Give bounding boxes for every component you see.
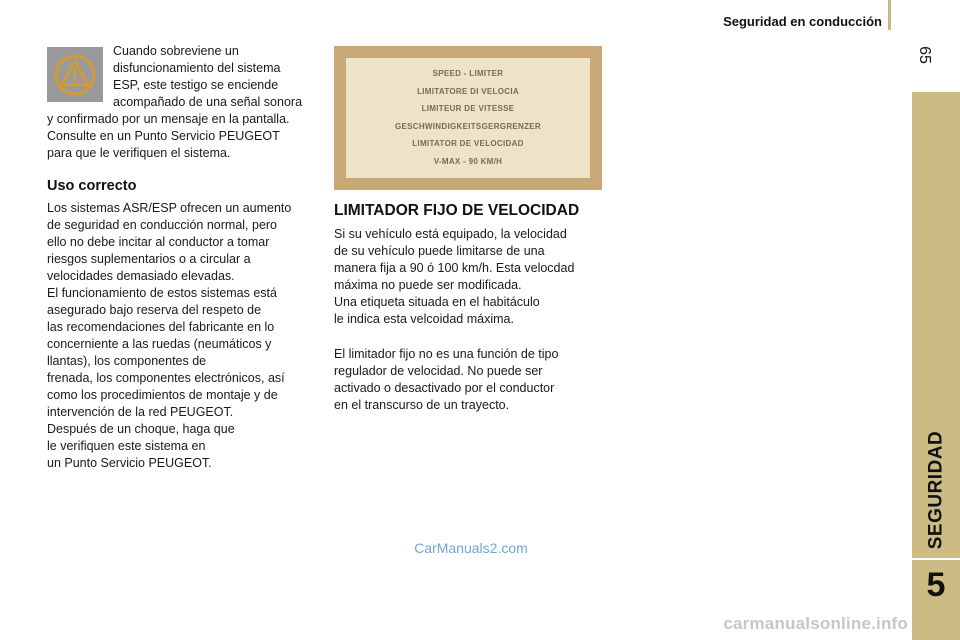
watermark-carmanualsonline: carmanualsonline.info: [723, 614, 908, 633]
esp-intro-text: Cuando sobreviene un disfuncionamiento del sistema ESP, este testigo se enciende acompañado de una señal sonora: [113, 44, 303, 109]
speed-limiter-label: [346, 58, 590, 178]
label-line: LIMITATORE DI VELOCIA: [417, 86, 519, 96]
label-line: GESCHWINDIGKEITSGERGRENZER: [394, 121, 542, 131]
limitador-paragraph-2: El limitador fijo no es una función de tipo regulador de velocidad. No puede ser activado o desactivado por el conductor en el transcurso de un trayecto.: [334, 347, 559, 412]
page-number: 65: [916, 46, 933, 64]
label-line: V-MAX - 90 KM/H: [433, 156, 503, 166]
label-line: LIMITATOR DE VELOCIDAD: [412, 139, 524, 149]
chapter-number: 5: [926, 566, 946, 604]
esp-intro-continued: y confirmado por un mensaje en la pantalla. Consulte en un Punto Servicio PEUGEOT para que le verifiquen el sistema.: [47, 112, 290, 160]
page-header-title: Seguridad en conducción: [723, 14, 882, 29]
section-heading-limitador: LIMITADOR FIJO DE VELOCIDAD: [334, 202, 580, 219]
header-divider: [888, 0, 891, 30]
label-line: LIMITEUR DE VITESSE: [421, 104, 515, 114]
uso-correcto-body: Los sistemas ASR/ESP ofrecen un aumento de seguridad en conducción normal, pero ello no debe incitar al conductor a tomar riesgos suplementarios o a circular a velocidades demasiado elevadas. El funcionamiento de estos sistemas está asegurado bajo reserva del respeto de las recomendaciones del fabricante en lo concerniente a las ruedas (neumáticos y llantas), los componentes de frenada, los componentes electrónicos, así como los procedimientos de montaje y de intervención de la red PEUGEOT. Después de un choque, haga que le verifiquen este sistema en un Punto Servicio PEUGEOT.: [47, 201, 292, 470]
section-label-text: SEGURIDAD: [925, 430, 947, 550]
label-line: SPEED - LIMITER: [432, 69, 504, 79]
limitador-paragraph-1: Si su vehículo está equipado, la velocidad de su vehículo puede limitarse de una manera fija a 90 ó 100 km/h. Esta velocdad máxima no puede ser modificada. Una etiqueta situada en el habitáculo le indica esta velcoidad máxima.: [334, 227, 575, 326]
warning-triangle-icon: [52, 52, 98, 98]
section-label: [912, 420, 960, 560]
section-heading-uso-correcto: Uso correcto: [47, 178, 137, 194]
watermark-carmanuals2: CarManuals2.com: [414, 540, 528, 556]
warning-lamp: [47, 47, 103, 102]
